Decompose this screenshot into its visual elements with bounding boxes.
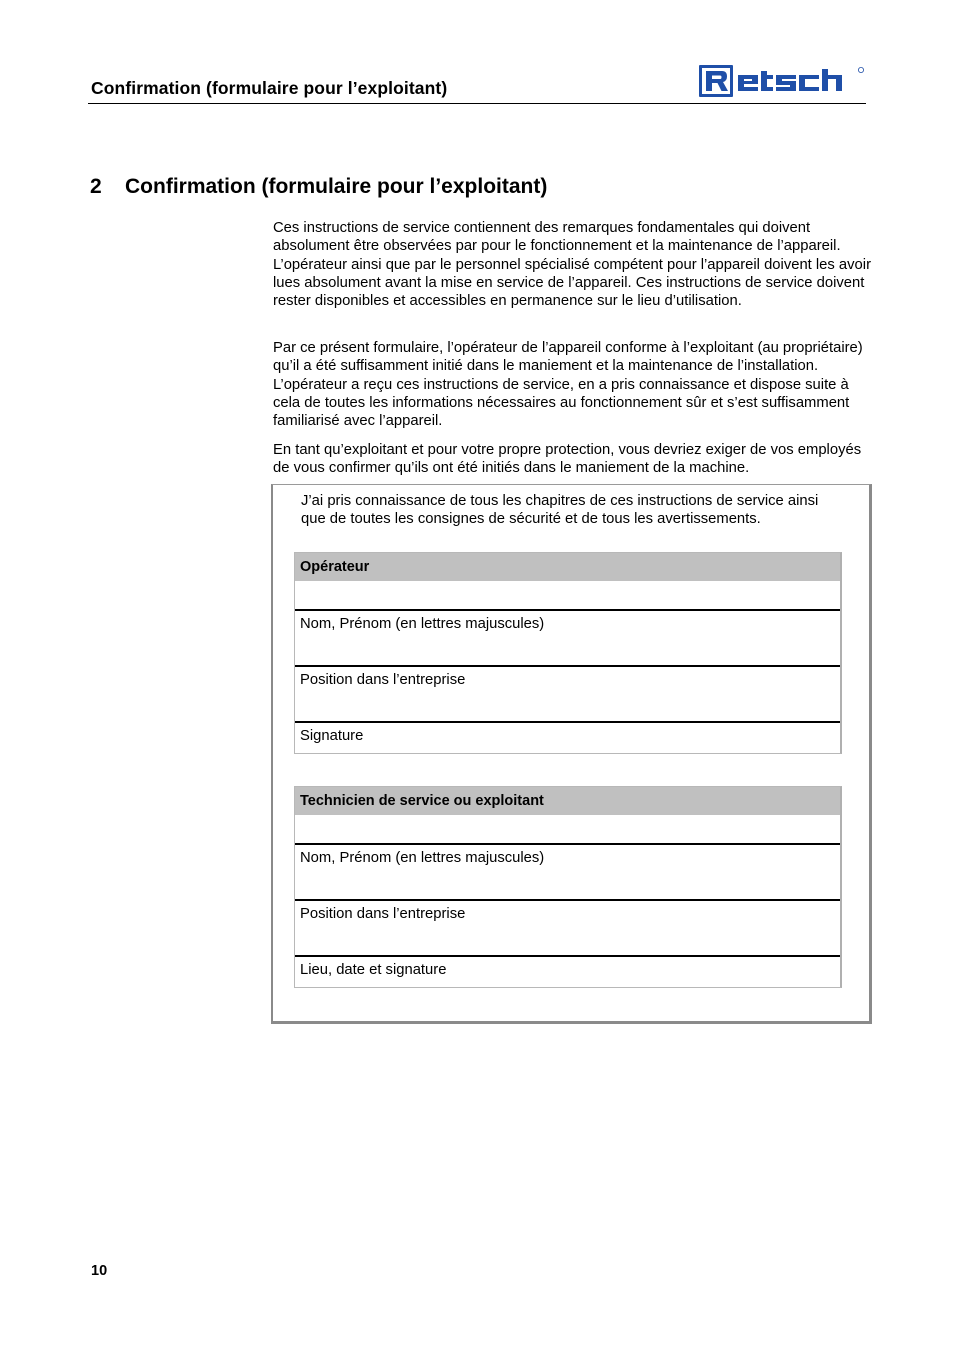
confirmation-form <box>271 484 872 1024</box>
operator-table-heading: Opérateur <box>295 553 840 581</box>
technician-table-heading: Technicien de service ou exploitant <box>295 787 840 815</box>
technician-signature-table <box>294 786 842 988</box>
technician-name-label[interactable]: Nom, Prénom (en lettres majuscules) <box>295 845 840 901</box>
operator-name-label[interactable]: Nom, Prénom (en lettres majuscules) <box>295 611 840 667</box>
technician-position-label[interactable]: Position dans l’entreprise <box>295 901 840 957</box>
chapter-number: 2 <box>90 175 102 198</box>
technician-name-entry-line[interactable] <box>295 815 840 845</box>
intro-paragraph-1: Ces instructions de service contiennent des remarques fondamentales qui doivent absolument être observées par pour le fonctionnement et la maintenance de l’appareil. L’opérateur ainsi que par le personnel spécialisé compétent pour l’appareil doivent les avoir lues absolument avant la mise en service de l’appareil. Ces instructions de service doivent rester disponibles et accessibles en permanence sur le lieu d’utilisation. <box>273 220 871 310</box>
intro-paragraph-3: En tant qu’exploitant et pour votre propre protection, vous devriez exiger de vos employés de vous confirmer qu’ils ont été initiés dans le maniement de la machine. <box>273 442 862 477</box>
intro-paragraph-2: Par ce présent formulaire, l’opérateur de l’appareil conforme à l’exploitant (au propriétaire) qu’il a été suffisamment initié dans le maniement et la maintenance de l’installation. L’opérateur a reçu ces instructions de service, en a pris connaissance et dispose suite à cela de toutes les informations nécessaires au fonctionnement sûr et s’est suffisamment familiarisé avec l’appareil. <box>273 340 863 430</box>
technician-place-date-signature-label: Lieu, date et signature <box>300 962 447 978</box>
page-number: 10 <box>91 1263 108 1279</box>
retsch-logo <box>698 63 866 101</box>
page-header <box>88 62 866 104</box>
running-header-title: Confirmation (formulaire pour l’exploitant) <box>91 78 448 98</box>
chapter-title: Confirmation (formulaire pour l’exploitant) <box>125 175 548 198</box>
chapter-heading <box>90 175 547 199</box>
operator-name-entry-line[interactable] <box>295 581 840 611</box>
operator-signature-label: Signature <box>300 728 364 744</box>
operator-position-label[interactable]: Position dans l’entreprise <box>295 667 840 723</box>
confirmation-statement: J’ai pris connaissance de tous les chapitres de ces instructions de service ainsi que de toutes les consignes de sécurité et de tous les avertissements. <box>301 493 819 528</box>
operator-signature-table <box>294 552 842 754</box>
